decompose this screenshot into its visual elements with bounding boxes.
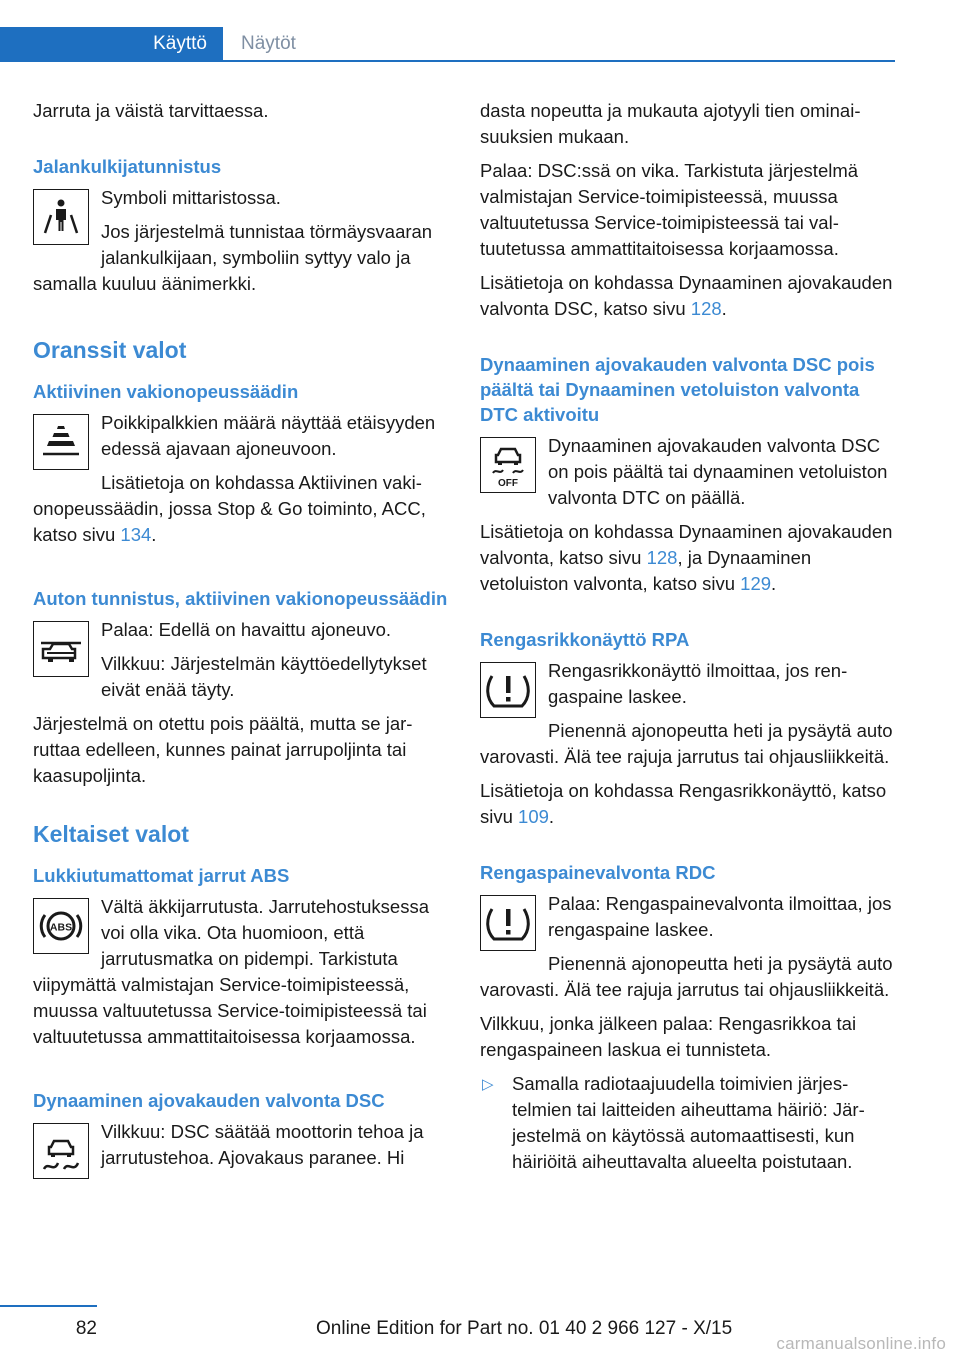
- symbol-block-vehicle-detect: [33, 617, 448, 711]
- page-link-128[interactable]: 128: [646, 547, 678, 568]
- watermark: carmanualsonline.info: [776, 1334, 946, 1353]
- paragraph: Rengasrikkonäyttö ilmoittaa, jos rengaspaine laskee.: [548, 660, 848, 707]
- paragraph: Dynaaminen ajovakauden valvonta DSC on pois päältä tai dynaaminen vetoluiston valvonta DTC on päällä.: [548, 435, 888, 508]
- text: Lisätietoja on kohdassa Dynaaminen ajovakauden valvonta DSC, katso sivu: [480, 272, 893, 319]
- tab-naytot-label: Näytöt: [241, 32, 296, 54]
- tire-warning-icon: [480, 662, 536, 718]
- dsc-off-icon: [480, 437, 536, 493]
- paragraph: [480, 519, 895, 597]
- section-heading-pedestrian: Jalankulkijatunnistus: [33, 156, 222, 177]
- paragraph: Järjestelmä on otettu pois päältä, mutta se jarruttaa edelleen, kunnes painat jarrupoljinta tai kaasupoljinta.: [33, 713, 413, 786]
- left-column: [33, 98, 448, 1183]
- paragraph: Vilkkuu: Järjestelmän käyttöedellytykset eivät enää täyty.: [101, 653, 427, 700]
- dsc-off-icon-text: OFF: [498, 478, 518, 489]
- paragraph: Symboli mittaristossa.: [101, 187, 281, 208]
- tab-kaytto[interactable]: [0, 27, 223, 60]
- symbol-block-abs: [33, 894, 448, 1058]
- paragraph: Vältä äkkijarrutusta. Jarrutehostuksessa voi olla vika. Ota huomioon, että jarrutusmatka on pidempi. Tarkistuta viipymättä valmistajan Service-toimipisteessä, muussa valtuutetussa Service-toimipisteessä tai valtuutetussa ammattitaitoisessa korjaamossa.: [33, 896, 430, 1047]
- section-heading-dsc: Dynaaminen ajovakauden valvonta DSC: [33, 1090, 385, 1111]
- paragraph: Jarruta ja väistä tarvittaessa.: [33, 100, 269, 121]
- chapter-heading-yellow: Keltaiset valot: [33, 821, 189, 847]
- paragraph: Vilkkuu, jonka jälkeen palaa: Rengasrikkoa tai rengaspaineen laskua ei tunnisteta.: [480, 1013, 857, 1060]
- symbol-block-rdc: [480, 891, 895, 1011]
- symbol-block-dsc: [33, 1119, 448, 1183]
- triangle-bullet-icon: ▷: [482, 1076, 494, 1093]
- paragraph: Pienennä ajonopeutta heti ja pysäytä auto varovasti. Älä tee rajuja jarrutus tai ohjausliikkeitä.: [480, 720, 893, 767]
- abs-icon-text: ABS: [49, 921, 73, 934]
- pedestrian-warning-icon: [33, 189, 89, 245]
- paragraph: Jos järjestelmä tunnistaa törmäysvaaran jalankulkijaan, symboliin syttyy valo ja samalla kuuluu äänimerkki.: [33, 221, 433, 294]
- page-link-109[interactable]: 109: [518, 806, 549, 827]
- symbol-block-acc: [33, 410, 448, 556]
- tab-kaytto-label: Käyttö: [153, 32, 207, 54]
- bullet-item: [480, 1071, 895, 1175]
- bullet-text: Samalla radiotaajuudella toimivien järjestelmien tai laitteiden aiheuttama häiriö: Järjestelmä on käytössä automaattisesti, kun häiriöitä aiheuttavalta alueelta poistutaan.: [512, 1073, 865, 1172]
- symbol-block-pedestrian: [33, 185, 448, 305]
- section-heading-rpa: Rengasrikkonäyttö RPA: [480, 629, 690, 650]
- dsc-icon: [33, 1123, 89, 1179]
- chapter-heading-orange: Oranssit valot: [33, 337, 187, 363]
- page-link-134[interactable]: 134: [120, 524, 152, 545]
- right-column: [480, 98, 895, 1175]
- distance-bars-icon: [33, 414, 89, 470]
- paragraph: [33, 470, 448, 548]
- paragraph: Poikkipalkkien määrä näyttää etäisyyden edessä ajavaan ajoneuvoon.: [101, 412, 436, 459]
- page-link-128[interactable]: 128: [690, 298, 722, 319]
- symbol-block-dsc-off: [480, 433, 895, 519]
- symbol-block-rpa: [480, 658, 895, 778]
- text: Lisätietoja on kohdassa Rengasrikkonäyttö, katso sivu: [480, 780, 887, 827]
- text: .: [548, 806, 555, 827]
- paragraph: Palaa: Rengaspainevalvonta ilmoittaa, jos rengaspaine laskee.: [548, 893, 892, 940]
- section-heading-rdc: Rengaspainevalvonta RDC: [480, 862, 716, 883]
- header-rule: [0, 60, 895, 62]
- section-heading-vehicle-detect: Auton tunnistus, aktiivinen vakionopeussäädin: [33, 588, 448, 609]
- paragraph: [480, 778, 895, 830]
- text: .: [771, 573, 777, 594]
- abs-icon: [33, 898, 89, 954]
- vehicle-detected-icon: [33, 621, 89, 677]
- page-link-129[interactable]: 129: [740, 573, 772, 594]
- page-number: 82: [75, 1318, 97, 1339]
- text: Lisätietoja on kohdassa Dynaaminen ajovakauden valvonta, katso sivu: [480, 521, 893, 568]
- text: , ja Dynaaminen vetoluiston valvonta, katso sivu: [480, 547, 812, 594]
- text: .: [151, 524, 157, 545]
- paragraph: Palaa: DSC:ssä on vika. Tarkistuta järjestelmä valmistajan Service-toimipisteessä, muussa valtuutetussa Service-toimipisteessä tai valtuutetussa ammattitaitoisessa korjaamossa.: [480, 160, 859, 259]
- edition-text: Online Edition for Part no. 01 40 2 966 127 - X/15: [316, 1318, 733, 1339]
- footer-rule: [0, 1305, 97, 1307]
- tab-naytot[interactable]: [223, 27, 296, 60]
- paragraph: Pienennä ajonopeutta heti ja pysäytä auto varovasti. Älä tee rajuja jarrutus tai ohjausliikkeitä.: [480, 953, 893, 1000]
- section-heading-dsc-off: Dynaaminen ajovakauden valvonta DSC pois päältä tai Dynaaminen vetoluiston valvonta DTC aktivoitu: [480, 354, 875, 425]
- paragraph: dasta nopeutta ja mukauta ajotyyli tien ominaisuuksien mukaan.: [480, 100, 861, 147]
- chapter-tabbar: [0, 27, 895, 63]
- text: Lisätietoja on kohdassa Aktiivinen vakionopeussäädin, jossa Stop & Go toiminto, ACC, katso sivu: [33, 472, 426, 545]
- tire-pressure-icon: [480, 895, 536, 951]
- section-heading-abs: Lukkiutumattomat jarrut ABS: [33, 865, 290, 886]
- text: .: [721, 298, 727, 319]
- paragraph: Palaa: Edellä on havaittu ajoneuvo.: [101, 619, 392, 640]
- section-heading-acc: Aktiivinen vakionopeussäädin: [33, 381, 299, 402]
- paragraph: [480, 270, 895, 322]
- paragraph: Vilkkuu: DSC säätää moottorin tehoa ja jarrutustehoa. Ajovakaus paranee. Hi: [101, 1121, 424, 1168]
